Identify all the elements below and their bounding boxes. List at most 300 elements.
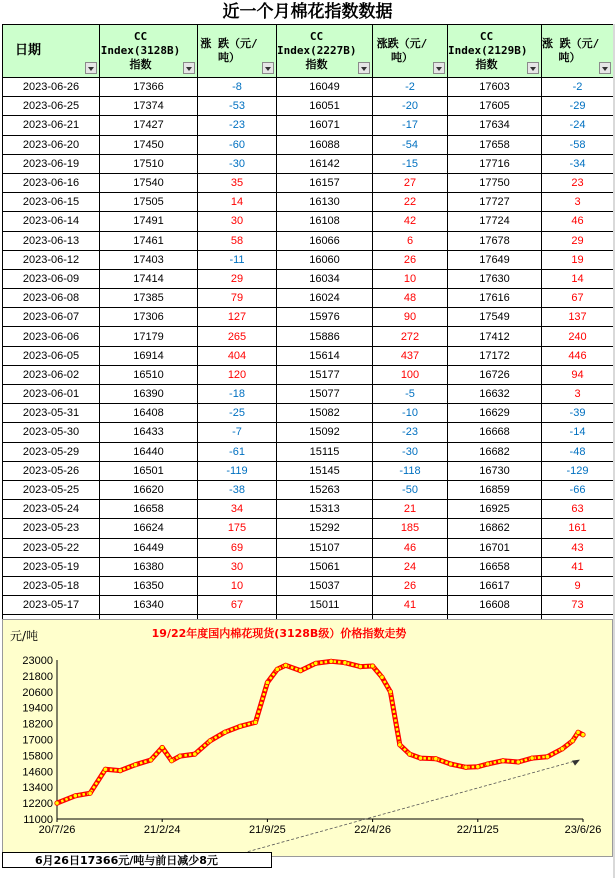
column-header [198,25,277,78]
data-point [418,756,422,760]
date-cell: 2023-05-23 [3,519,100,538]
index-cell: 17505 [100,193,198,212]
table-row [3,78,614,97]
change-cell: -23 [373,423,448,442]
date-cell: 2023-05-30 [3,423,100,442]
date-cell: 2023-05-19 [3,557,100,576]
change-cell: -30 [373,442,448,461]
index-cell: 17727 [448,193,542,212]
table-row [3,557,614,576]
index-cell: 16914 [100,346,198,365]
filter-dropdown-icon[interactable] [358,62,370,74]
y-tick-label: 12200 [22,798,53,811]
filter-dropdown-icon[interactable] [527,62,539,74]
index-cell: 16340 [100,596,198,615]
change-cell: 9 [542,576,614,595]
data-point [133,763,137,767]
table-row [3,193,614,212]
annotation-arrow-head [572,760,580,766]
index-cell: 17179 [100,327,198,346]
date-cell: 2023-06-05 [3,346,100,365]
index-cell: 16701 [448,538,542,557]
y-tick-label: 15800 [22,750,53,763]
data-point [501,759,505,763]
change-cell: 30 [198,557,277,576]
date-cell: 2023-06-15 [3,193,100,212]
data-point [88,791,92,795]
chart-panel [2,619,613,857]
change-cell: 185 [373,519,448,538]
data-point [576,730,580,734]
change-cell: -25 [198,404,277,423]
table-row [3,289,614,308]
column-header [542,25,614,78]
table-row [3,154,614,173]
data-point [160,745,164,749]
chart-title: 19/22年度国内棉花现货(3128B级）价格指数走势 [151,627,407,640]
change-cell: 240 [542,327,614,346]
index-cell: 16510 [100,365,198,384]
change-cell: 43 [542,538,614,557]
date-cell: 2023-06-26 [3,78,100,97]
date-cell: 2023-06-13 [3,231,100,250]
data-point [380,675,384,679]
index-cell: 17510 [100,154,198,173]
date-cell: 2023-05-24 [3,500,100,519]
change-cell: 100 [373,365,448,384]
change-cell: -58 [542,135,614,154]
change-cell: 69 [198,538,277,557]
cotton-index-table [2,24,614,654]
x-tick-label: 23/6/26 [564,824,602,836]
change-cell: -5 [373,385,448,404]
change-cell: 161 [542,519,614,538]
index-cell: 15292 [277,519,373,538]
table-row [3,250,614,269]
index-cell: 16433 [100,423,198,442]
index-cell: 16142 [277,154,373,173]
column-header-label: 涨 跌（元/ 吨） [542,37,600,64]
index-cell: 16049 [277,78,373,97]
index-cell: 16060 [277,250,373,269]
y-tick-label: 11000 [23,814,53,826]
index-cell: 16682 [448,442,542,461]
filter-dropdown-icon[interactable] [85,62,97,74]
date-cell: 2023-05-31 [3,404,100,423]
date-cell: 2023-06-14 [3,212,100,231]
change-cell: -60 [198,135,277,154]
x-axis [39,819,602,836]
data-point [343,661,347,665]
change-cell: 48 [373,289,448,308]
index-cell: 17549 [448,308,542,327]
data-point [208,739,212,743]
change-cell: -38 [198,480,277,499]
table-row [3,116,614,135]
index-cell: 16862 [448,519,542,538]
data-point [388,690,392,694]
chart-annotation: 6月26日17366元/吨与前日减少8元 [2,852,272,868]
index-cell: 15115 [277,442,373,461]
index-cell: 16668 [448,423,542,442]
page-title: 近一个月棉花指数数据 [222,2,393,22]
change-cell: 137 [542,308,614,327]
table-row [3,500,614,519]
index-cell: 16157 [277,173,373,192]
change-cell: 46 [542,212,614,231]
data-point [358,664,362,668]
column-header-label: CC Index(3128B) 指数 [100,30,181,71]
change-cell: 446 [542,346,614,365]
index-cell: 17630 [448,269,542,288]
index-cell: 15061 [277,557,373,576]
column-header-label: 涨跌（元/ 吨） [376,37,428,64]
index-cell: 16034 [277,269,373,288]
index-cell: 15092 [277,423,373,442]
index-cell: 17603 [448,78,542,97]
index-cell: 17403 [100,250,198,269]
data-point [265,680,269,684]
data-point [223,730,227,734]
date-cell: 2023-06-21 [3,116,100,135]
date-cell: 2023-06-06 [3,327,100,346]
index-cell: 17306 [100,308,198,327]
data-point [486,762,490,766]
x-tick-label: 20/7/26 [38,824,76,836]
index-cell: 17605 [448,97,542,116]
table-row [3,538,614,557]
change-cell: -29 [542,97,614,116]
y-tick-label: 20600 [22,686,53,699]
column-header [3,25,100,78]
filter-dropdown-icon[interactable] [433,62,445,74]
table-row [3,346,614,365]
filter-dropdown-icon[interactable] [183,62,195,74]
change-cell: 120 [198,365,277,384]
date-cell: 2023-05-25 [3,480,100,499]
index-cell: 16390 [100,385,198,404]
table-row [3,519,614,538]
table-row [3,480,614,499]
index-cell: 15976 [277,308,373,327]
index-cell: 16608 [448,596,542,615]
index-cell: 15037 [277,576,373,595]
index-cell: 15077 [277,385,373,404]
change-cell: -14 [542,423,614,442]
index-cell: 16380 [100,557,198,576]
index-cell: 16632 [448,385,542,404]
index-cell: 16617 [448,576,542,595]
table-row [3,212,614,231]
index-cell: 17374 [100,97,198,116]
x-tick-label: 21/9/25 [249,824,286,836]
change-cell: 404 [198,346,277,365]
change-cell: 10 [198,576,277,595]
change-cell: -50 [373,480,448,499]
index-cell: 16620 [100,480,198,499]
index-cell: 17427 [100,116,198,135]
index-cell: 15886 [277,327,373,346]
change-cell: 35 [198,173,277,192]
index-cell: 15082 [277,404,373,423]
change-cell: 22 [373,193,448,212]
column-header-label: 涨 跌（元/ 吨） [200,37,258,64]
date-cell: 2023-06-12 [3,250,100,269]
index-cell: 17750 [448,173,542,192]
date-cell: 2023-06-01 [3,385,100,404]
change-cell: -8 [198,78,277,97]
index-cell: 16071 [277,116,373,135]
change-cell: 42 [373,212,448,231]
change-cell: 67 [198,596,277,615]
change-cell: -119 [198,461,277,480]
data-point [103,767,107,771]
index-cell: 16130 [277,193,373,212]
index-cell: 16024 [277,289,373,308]
data-point [570,739,574,743]
change-cell: 10 [373,269,448,288]
data-point [545,755,549,759]
data-point [476,765,480,769]
data-point [149,758,153,762]
change-cell: -129 [542,461,614,480]
index-cell: 16350 [100,576,198,595]
change-cell: 23 [542,173,614,192]
index-cell: 16108 [277,212,373,231]
y-tick-label: 13400 [22,782,53,795]
change-cell: 265 [198,327,277,346]
change-cell: 63 [542,500,614,519]
data-point [284,663,288,667]
change-cell: -2 [542,78,614,97]
change-cell: 437 [373,346,448,365]
change-cell: -17 [373,116,448,135]
change-cell: 41 [373,596,448,615]
change-cell: 127 [198,308,277,327]
change-cell: 46 [373,538,448,557]
data-point [370,664,374,668]
change-cell: 34 [198,500,277,519]
filter-dropdown-icon[interactable] [599,62,611,74]
date-cell: 2023-06-07 [3,308,100,327]
table-row [3,596,614,615]
change-cell: -11 [198,250,277,269]
index-cell: 17616 [448,289,542,308]
data-point [398,743,402,747]
index-cell: 16066 [277,231,373,250]
y-tick-label: 18200 [22,718,53,731]
change-cell: 175 [198,519,277,538]
change-cell: -7 [198,423,277,442]
change-cell: 24 [373,557,448,576]
change-cell: -34 [542,154,614,173]
data-point [253,720,257,724]
series-line-outline [57,661,583,803]
index-cell: 17414 [100,269,198,288]
index-cell: 16088 [277,135,373,154]
index-cell: 16629 [448,404,542,423]
table-row [3,385,614,404]
change-cell: -61 [198,442,277,461]
series-line [55,659,585,853]
y-axis [22,655,57,826]
change-cell: -2 [373,78,448,97]
change-cell: -48 [542,442,614,461]
index-cell: 16501 [100,461,198,480]
index-cell: 16658 [100,500,198,519]
index-cell: 17461 [100,231,198,250]
data-point [193,752,197,756]
index-cell: 16859 [448,480,542,499]
data-point [448,762,452,766]
table-row [3,576,614,595]
index-cell: 16449 [100,538,198,557]
change-cell: 58 [198,231,277,250]
change-cell: 21 [373,500,448,519]
date-cell: 2023-06-20 [3,135,100,154]
data-point [238,724,242,728]
index-cell: 15313 [277,500,373,519]
column-header [448,25,542,78]
y-tick-label: 19400 [22,702,53,715]
table-row [3,173,614,192]
change-cell: 26 [373,250,448,269]
change-cell: 6 [373,231,448,250]
data-point [314,661,318,665]
table-row [3,461,614,480]
change-cell: -24 [542,116,614,135]
data-point [73,794,77,798]
table-row [3,327,614,346]
y-tick-label: 21800 [22,670,53,683]
column-header [277,25,373,78]
change-cell: -30 [198,154,277,173]
change-cell: 41 [542,557,614,576]
column-header [373,25,448,78]
date-cell: 2023-06-19 [3,154,100,173]
index-cell: 15614 [277,346,373,365]
table-row [3,404,614,423]
date-cell: 2023-05-18 [3,576,100,595]
x-tick-label: 22/4/26 [354,824,391,836]
index-cell: 17385 [100,289,198,308]
change-cell: 94 [542,365,614,384]
change-cell: 90 [373,308,448,327]
index-cell: 17649 [448,250,542,269]
change-cell: -66 [542,480,614,499]
data-point [298,668,302,672]
table-row [3,269,614,288]
index-cell: 16408 [100,404,198,423]
series-line-fill [57,661,583,803]
data-point [434,757,438,761]
index-cell: 17678 [448,231,542,250]
index-cell: 15263 [277,480,373,499]
index-cell: 16925 [448,500,542,519]
date-cell: 2023-06-16 [3,173,100,192]
index-cell: 17172 [448,346,542,365]
index-cell: 17658 [448,135,542,154]
index-cell: 15177 [277,365,373,384]
y-tick-label: 23000 [22,655,53,667]
date-cell: 2023-05-17 [3,596,100,615]
index-cell: 17716 [448,154,542,173]
annotation-arrow [243,760,580,853]
change-cell: -10 [373,404,448,423]
change-cell: 67 [542,289,614,308]
index-cell: 17412 [448,327,542,346]
column-header-label: CC Index(2129B) 指数 [448,30,528,71]
change-cell: 19 [542,250,614,269]
table-row [3,308,614,327]
index-cell: 15145 [277,461,373,480]
index-cell: 16726 [448,365,542,384]
index-cell: 16051 [277,97,373,116]
y-tick-label: 14600 [22,766,53,779]
change-cell: 26 [373,576,448,595]
change-cell: 30 [198,212,277,231]
data-point [118,768,122,772]
table-body [3,78,614,654]
column-header [100,25,198,78]
table-row [3,97,614,116]
change-cell: 73 [542,596,614,615]
change-cell: 3 [542,385,614,404]
index-cell: 17724 [448,212,542,231]
change-cell: 29 [198,269,277,288]
table-row [3,231,614,250]
data-point [407,752,411,756]
index-cell: 17366 [100,78,198,97]
y-axis-unit-label: 元/吨 [10,629,39,643]
table-row [3,423,614,442]
data-point [581,733,585,737]
date-cell: 2023-06-09 [3,269,100,288]
date-cell: 2023-05-26 [3,461,100,480]
data-point [178,754,182,758]
data-point [275,667,279,671]
x-tick-label: 21/2/24 [143,824,181,836]
change-cell: 3 [542,193,614,212]
date-cell: 2023-06-02 [3,365,100,384]
change-cell: 29 [542,231,614,250]
index-cell: 16624 [100,519,198,538]
change-cell: 14 [198,193,277,212]
change-cell: -53 [198,97,277,116]
index-cell: 16658 [448,557,542,576]
data-point [329,659,333,663]
change-cell: -15 [373,154,448,173]
column-header-label: CC Index(2227B) 指数 [277,30,357,71]
change-cell: -20 [373,97,448,116]
index-cell: 17491 [100,212,198,231]
date-cell: 2023-05-22 [3,538,100,557]
change-cell: 79 [198,289,277,308]
column-header-label: 日期 [15,43,42,58]
data-point [516,760,520,764]
index-cell: 16730 [448,461,542,480]
date-cell: 2023-06-08 [3,289,100,308]
filter-dropdown-icon[interactable] [262,62,274,74]
index-cell: 17540 [100,173,198,192]
index-cell: 15011 [277,596,373,615]
x-tick-label: 22/11/25 [456,824,499,836]
index-cell: 15107 [277,538,373,557]
change-cell: 14 [542,269,614,288]
price-index-chart [3,620,612,856]
index-cell: 16440 [100,442,198,461]
data-point [530,756,534,760]
